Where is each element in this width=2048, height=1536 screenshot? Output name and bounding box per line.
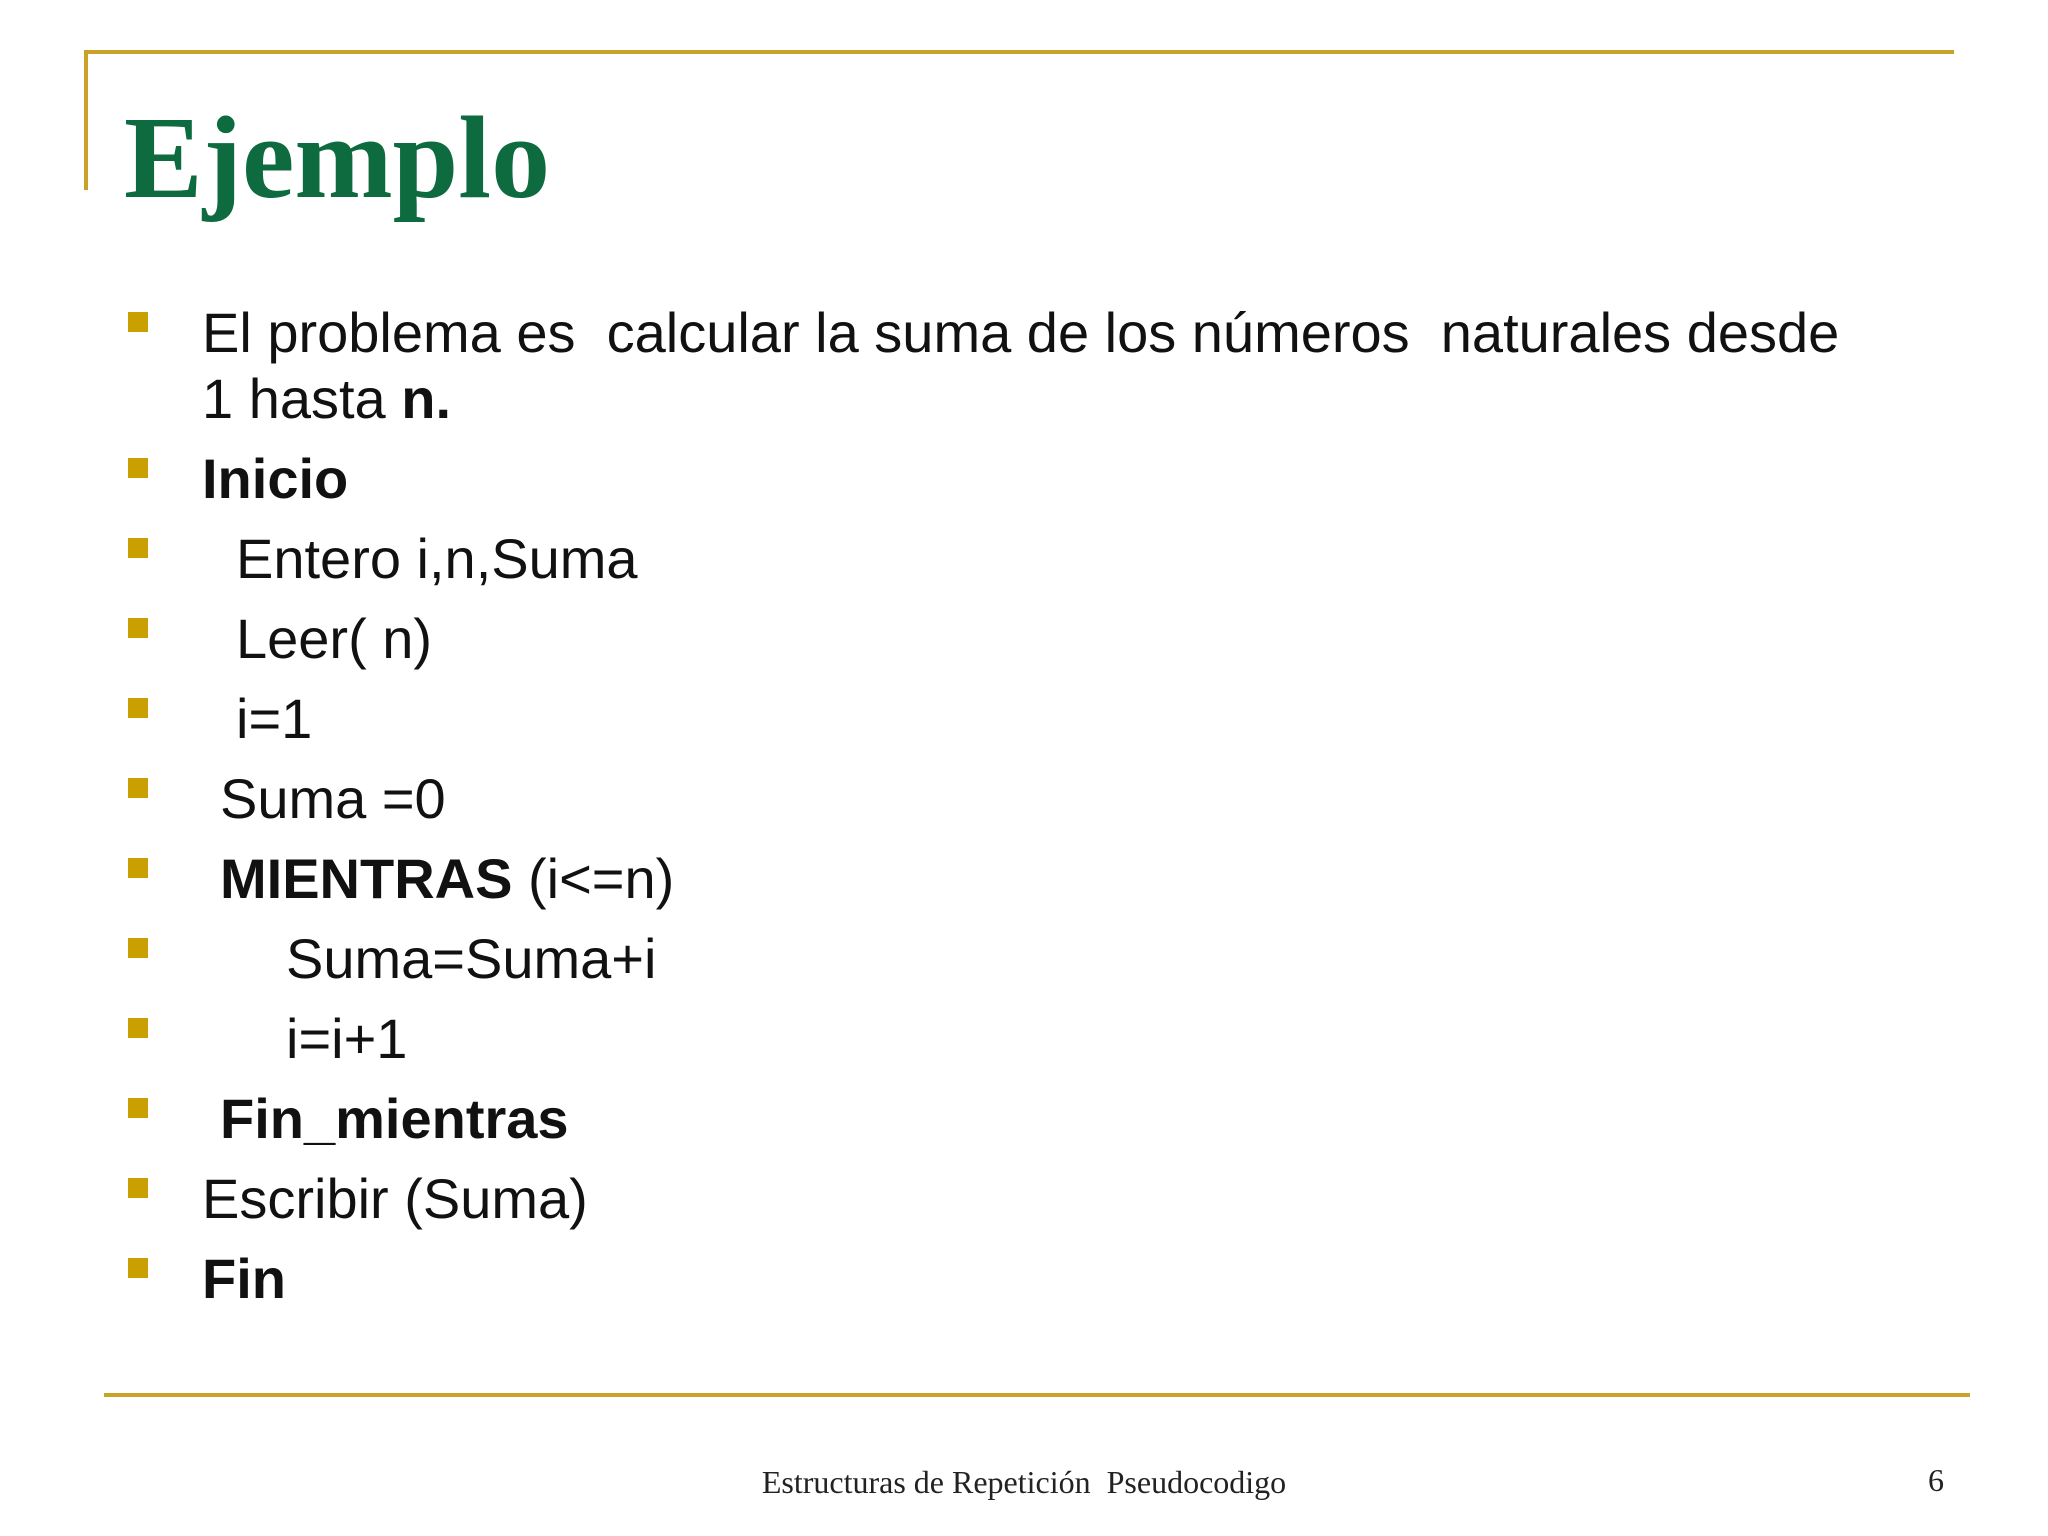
square-bullet-icon: [128, 1098, 148, 1118]
square-bullet-icon: [128, 938, 148, 958]
page-number: 6: [1928, 1462, 1944, 1498]
list-item-i-init: i=1: [124, 686, 1884, 752]
list-item-fin: Fin: [124, 1246, 1884, 1312]
square-bullet-icon: [128, 778, 148, 798]
footer-text: Estructuras de Repetición Pseudocodigo: [761, 1464, 1287, 1500]
left-rule: [84, 50, 88, 190]
list-item-escribir: Escribir (Suma): [124, 1166, 1884, 1232]
list-item-inicio: Inicio: [124, 446, 1884, 512]
list-item-problem: [124, 300, 1884, 432]
square-bullet-icon: [128, 1018, 148, 1038]
square-bullet-icon: [128, 538, 148, 558]
list-item-fin-mientras: Fin_mientras: [124, 1086, 1884, 1152]
bullet-list: [124, 300, 1884, 1326]
square-bullet-icon: [128, 858, 148, 878]
top-rule: [84, 50, 1954, 54]
list-item-entero: Entero i,n,Suma: [124, 526, 1884, 592]
bottom-rule: [104, 1393, 1970, 1397]
square-bullet-icon: [128, 312, 148, 332]
slide-title: Ejemplo: [124, 92, 551, 223]
list-item-i-update: i=i+1: [124, 1006, 1884, 1072]
square-bullet-icon: [128, 1258, 148, 1278]
problem-text: El problema es calcular la suma de los números naturales desde 1 hasta n.: [202, 301, 1855, 430]
list-item-leer: Leer( n): [124, 606, 1884, 672]
mientras-text: MIENTRAS (i<=n): [220, 847, 675, 910]
square-bullet-icon: [128, 1178, 148, 1198]
list-item-suma-init: Suma =0: [124, 766, 1884, 832]
square-bullet-icon: [128, 698, 148, 718]
list-item-suma-update: Suma=Suma+i: [124, 926, 1884, 992]
square-bullet-icon: [128, 458, 148, 478]
list-item-mientras: [124, 846, 1884, 912]
square-bullet-icon: [128, 618, 148, 638]
